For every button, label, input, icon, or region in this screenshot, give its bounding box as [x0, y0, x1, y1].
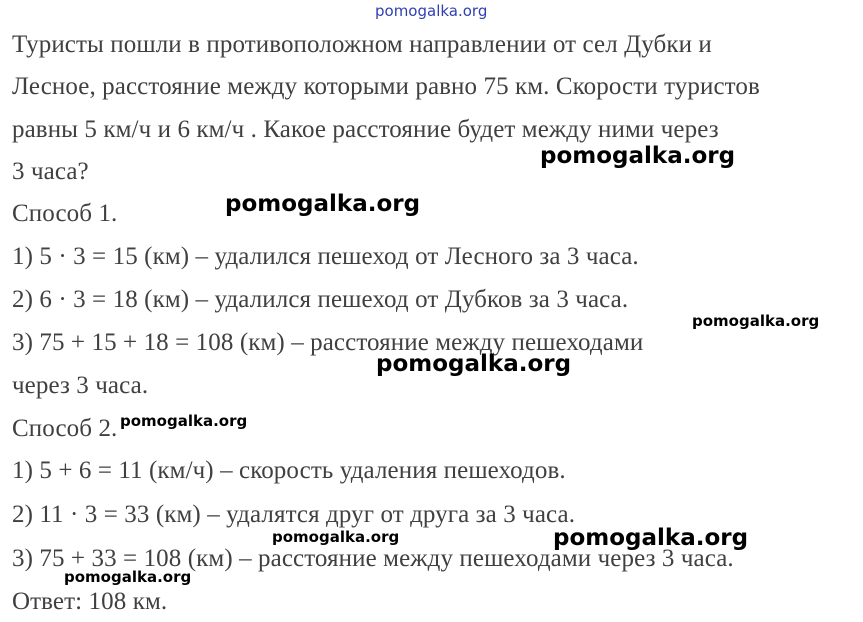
watermark-1: pomogalka.org [540, 143, 736, 169]
answer-line: Ответ: 108 км. [12, 588, 168, 615]
watermark-6: pomogalka.org [272, 528, 400, 546]
method2-title: Способ 2. [12, 415, 118, 442]
method2-step-3: 3) 75 + 33 = 108 (км) – расстояние между пешеходами через 3 часа. [12, 545, 734, 572]
method2-step-2: 2) 11 · 3 = 33 (км) – удалятся друг от друга за 3 часа. [12, 501, 576, 528]
problem-line-4: 3 часа? [12, 158, 89, 185]
watermark-top: pomogalka.org [375, 2, 488, 20]
problem-line-3: равны 5 км/ч и 6 км/ч . Какое расстояние будет между ними через [12, 116, 719, 143]
method1-step-3-cont: через 3 часа. [12, 372, 149, 399]
watermark-7: pomogalka.org [553, 525, 749, 551]
method1-title: Способ 1. [12, 200, 118, 227]
watermark-5: pomogalka.org [120, 412, 248, 430]
watermark-3: pomogalka.org [692, 312, 820, 330]
method1-step-3: 3) 75 + 15 + 18 = 108 (км) – расстояние между пешеходами [12, 329, 644, 356]
watermark-8: pomogalka.org [64, 568, 192, 586]
watermark-2: pomogalka.org [225, 191, 421, 217]
method1-step-1: 1) 5 · 3 = 15 (км) – удалился пешеход от Лесного за 3 часа. [12, 243, 639, 270]
problem-line-2: Лесное, расстояние между которыми равно 75 км. Скорости туристов [12, 73, 760, 100]
method2-step-1: 1) 5 + 6 = 11 (км/ч) – скорость удаления пешеходов. [12, 457, 566, 484]
watermark-4: pomogalka.org [376, 351, 572, 377]
method1-step-2: 2) 6 · 3 = 18 (км) – удалился пешеход от Дубков за 3 часа. [12, 286, 629, 313]
problem-line-1: Туристы пошли в противоположном направлении от сел Дубки и [12, 31, 712, 58]
